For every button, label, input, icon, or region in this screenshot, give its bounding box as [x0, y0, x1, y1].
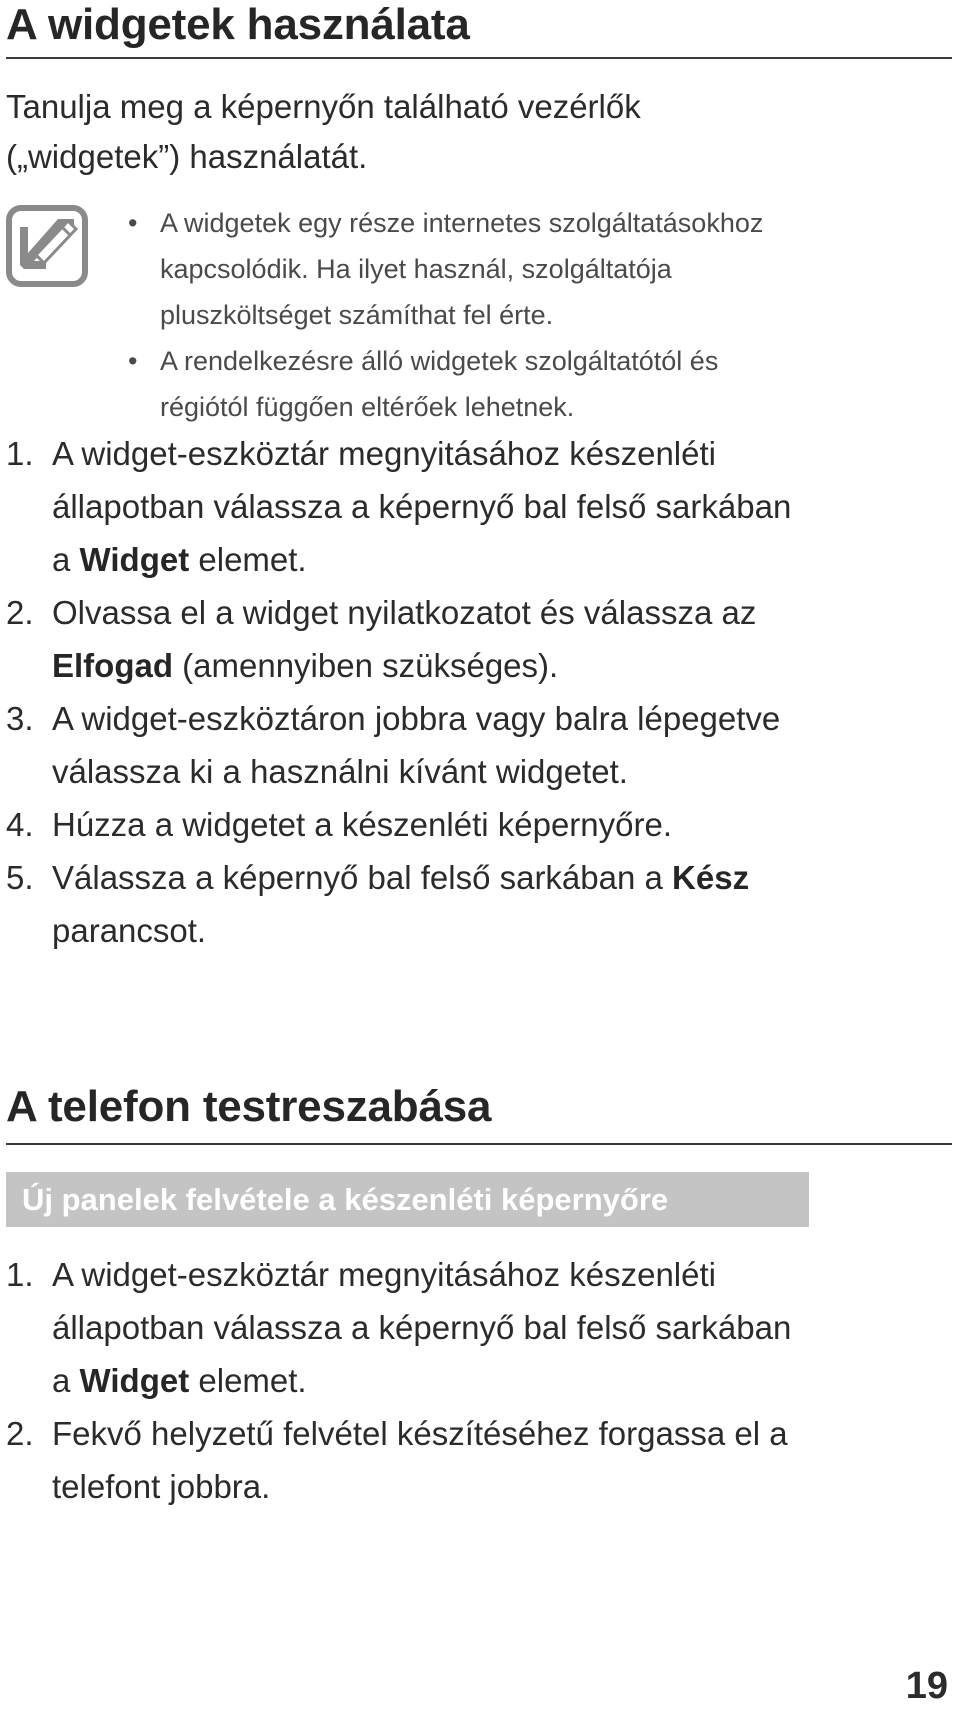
- section-divider: [6, 1143, 952, 1145]
- step-item: [6, 586, 946, 692]
- note-list: [126, 200, 926, 430]
- step-number: 2.: [6, 594, 34, 631]
- step-line: A widget-eszköztáron jobbra vagy balra lépegetve: [52, 700, 781, 737]
- step-number: 5.: [6, 859, 34, 896]
- step-number: 1.: [6, 435, 34, 472]
- note-line: A widgetek egy része internetes szolgáltatásokhoz: [160, 208, 764, 238]
- note-line: régiótól függően eltérőek lehetnek.: [160, 392, 575, 422]
- ui-term: Widget: [79, 1362, 190, 1399]
- step-item: [6, 1248, 946, 1407]
- ui-term: Widget: [79, 541, 190, 578]
- step-line: A widget-eszköztár megnyitásához készenléti: [52, 1256, 716, 1293]
- bullet: •: [128, 346, 138, 376]
- step-item: [6, 692, 946, 798]
- section-divider: [6, 57, 952, 59]
- step-number: 4.: [6, 806, 34, 843]
- note-item: [126, 200, 926, 338]
- step-number: 3.: [6, 700, 34, 737]
- step-item: [6, 1407, 946, 1513]
- widget-steps-list: [6, 427, 946, 957]
- step-number: 1.: [6, 1256, 34, 1293]
- section-intro: [6, 82, 906, 182]
- step-number: 2.: [6, 1415, 34, 1452]
- step-line: a Widget elemet.: [52, 541, 307, 578]
- intro-line: Tanulja meg a képernyőn található vezérlők: [6, 88, 641, 125]
- note-line: kapcsolódik. Ha ilyet használ, szolgáltatója: [160, 254, 672, 284]
- panel-steps-list: [6, 1248, 946, 1513]
- step-line: A widget-eszköztár megnyitásához készenléti: [52, 435, 716, 472]
- subheading-title: Új panelek felvétele a készenléti képernyőre: [22, 1182, 669, 1217]
- step-line: Fekvő helyzetű felvétel készítéséhez forgassa el a: [52, 1415, 788, 1452]
- step-line: Húzza a widgetet a készenléti képernyőre.: [52, 806, 673, 843]
- step-line: Elfogad (amennyiben szükséges).: [52, 647, 559, 684]
- note-pencil-icon: [6, 205, 88, 287]
- step-line: parancsot.: [52, 912, 207, 949]
- step-item: [6, 798, 946, 851]
- step-line: telefont jobbra.: [52, 1468, 271, 1505]
- intro-line: („widgetek”) használatát.: [6, 138, 368, 175]
- step-line: a Widget elemet.: [52, 1362, 307, 1399]
- step-line: Válassza a képernyő bal felső sarkában a Kész: [52, 859, 750, 896]
- step-line: Olvassa el a widget nyilatkozatot és válassza az: [52, 594, 757, 631]
- ui-term: Kész: [672, 859, 750, 896]
- step-line: állapotban válassza a képernyő bal felső sarkában: [52, 1309, 792, 1346]
- note-item: [126, 338, 926, 430]
- section-heading-customize: A telefon testreszabása: [6, 1082, 492, 1131]
- page-number: 19: [905, 1665, 948, 1707]
- subheading-bar: [6, 1172, 809, 1227]
- ui-term: Elfogad: [52, 647, 173, 684]
- note-line: A rendelkezésre álló widgetek szolgáltatótól és: [160, 346, 719, 376]
- bullet: •: [128, 208, 138, 238]
- section-heading-widgets: A widgetek használata: [6, 0, 470, 49]
- step-item: [6, 851, 946, 957]
- step-line: válassza ki a használni kívánt widgetet.: [52, 753, 628, 790]
- step-item: [6, 427, 946, 586]
- note-line: pluszköltséget számíthat fel érte.: [160, 300, 554, 330]
- step-line: állapotban válassza a képernyő bal felső sarkában: [52, 488, 792, 525]
